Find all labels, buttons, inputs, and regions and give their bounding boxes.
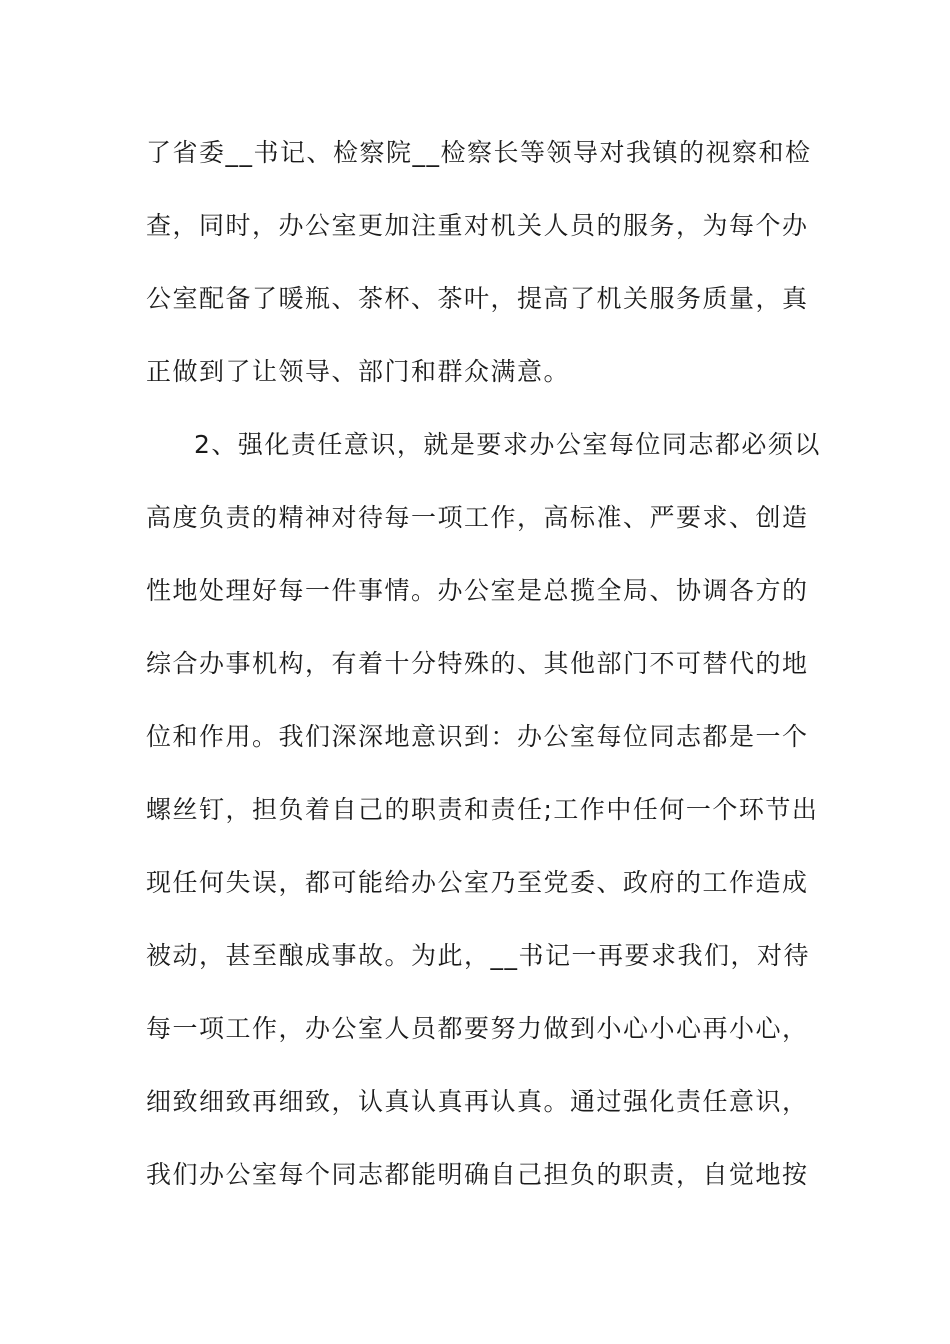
text-line: 了省委__书记、检察院__检察长等领导对我镇的视察和检	[146, 138, 812, 167]
text-line: 现任何失误，都可能给办公室乃至党委、政府的工作造成	[146, 868, 809, 897]
text-line: 细致细致再细致，认真认真再认真。通过强化责任意识，	[146, 1087, 809, 1116]
text-line: 公室配备了暖瓶、茶杯、茶叶，提高了机关服务质量，真	[146, 284, 809, 313]
text-line: 查，同时，办公室更加注重对机关人员的服务，为每个办	[146, 211, 809, 240]
text-line: 每一项工作，办公室人员都要努力做到小心小心再小心，	[146, 1014, 809, 1043]
text-line: 我们办公室每个同志都能明确自己担负的职责，自觉地按	[146, 1160, 809, 1189]
text-line: 高度负责的精神对待每一项工作，高标准、严要求、创造	[146, 503, 809, 532]
text-line: 综合办事机构，有着十分特殊的、其他部门不可替代的地	[146, 649, 809, 678]
text-line: 正做到了让领导、部门和群众满意。	[146, 357, 571, 386]
text-line: 螺丝钉，担负着自己的职责和责任;工作中任何一个环节出	[146, 795, 819, 824]
text-line: 位和作用。我们深深地意识到：办公室每位同志都是一个	[146, 722, 809, 751]
paragraph-start-line: 2、强化责任意识，就是要求办公室每位同志都必须以	[194, 430, 821, 459]
text-line: 被动，甚至酿成事故。为此，__书记一再要求我们，对待	[146, 941, 811, 970]
text-line: 性地处理好每一件事情。办公室是总揽全局、协调各方的	[146, 576, 809, 605]
